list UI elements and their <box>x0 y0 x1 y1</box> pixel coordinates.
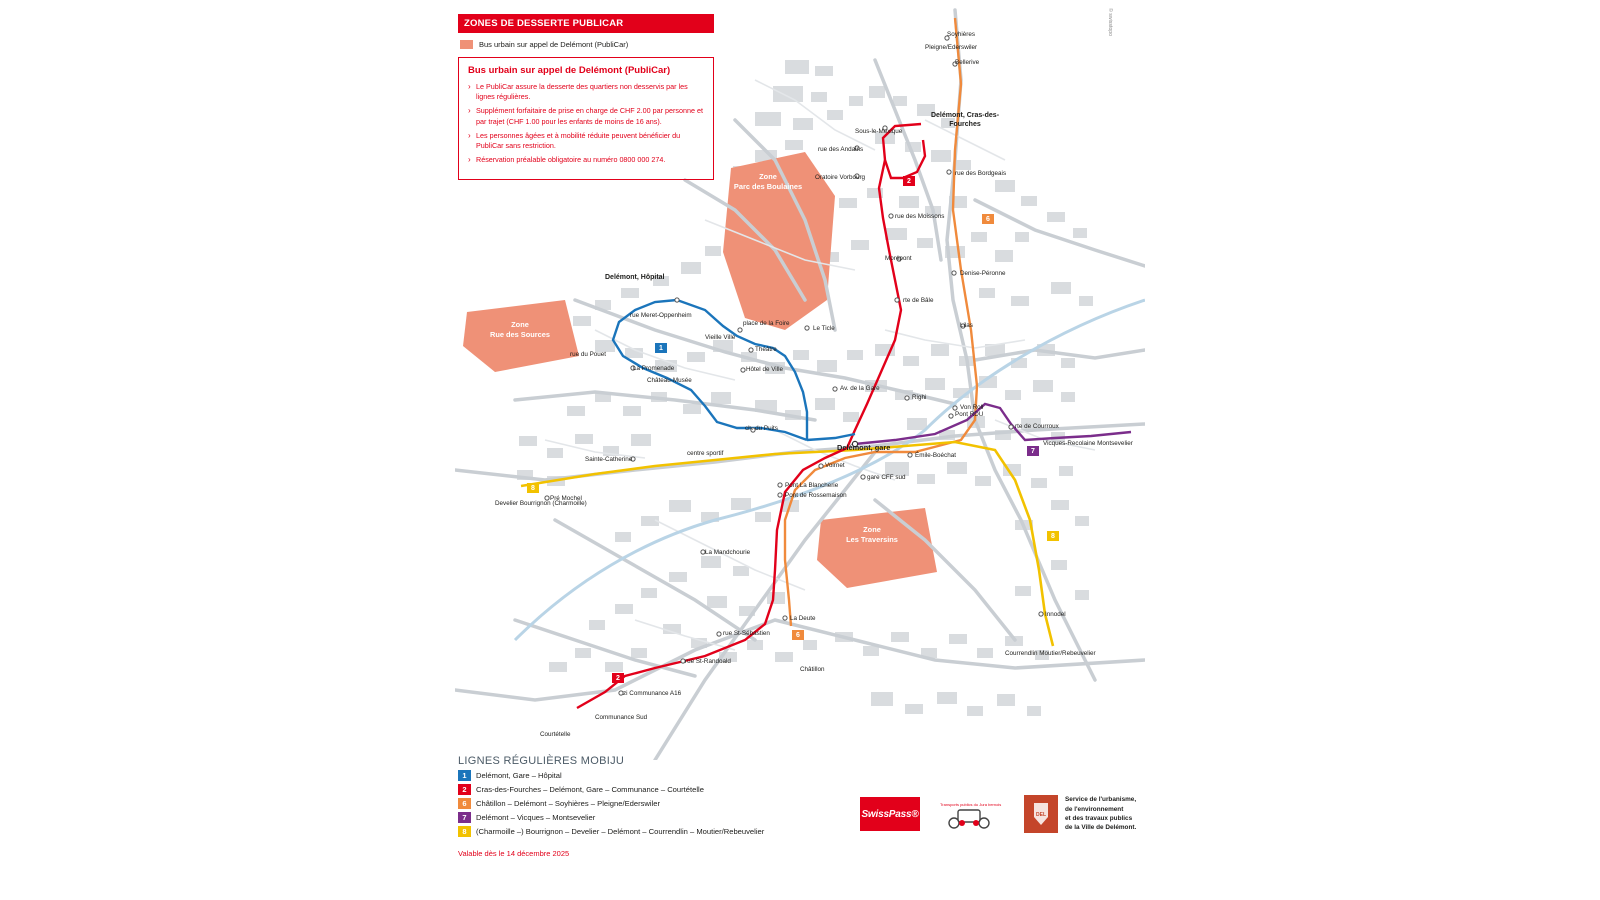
map-stop-label: Le Ticle <box>813 325 835 332</box>
validity-note: Valable dès le 14 décembre 2025 <box>458 849 570 858</box>
zone-label-rue-des-sources <box>475 320 565 339</box>
map-stop-label: Château-Musée <box>647 377 692 384</box>
map-stop-label: Communance Sud <box>595 714 648 721</box>
map-stop-label: rue St-Randoald <box>685 658 731 665</box>
map-stop-label: Soyhières <box>947 31 976 38</box>
line-number-badge: 6 <box>458 798 471 809</box>
map-line-badge[interactable]: 8 <box>527 483 539 493</box>
map-stop-label: Innodel <box>1045 611 1066 618</box>
line-description: Cras-des-Fourches – Delémont, Gare – Communance – Courtételle <box>476 785 704 794</box>
map-line-badge[interactable]: 2 <box>903 176 915 186</box>
stop-name: Delémont, gare <box>837 443 891 452</box>
map-stop-label: Denise-Péronne <box>960 270 1006 277</box>
map-stop-label: rte de Bâle <box>903 297 934 304</box>
publicar-zone-swatch <box>460 40 473 49</box>
map-line-badge[interactable]: 1 <box>655 343 667 353</box>
map-stop-label: rue des Andains <box>818 146 864 153</box>
urbanisme-text <box>1065 795 1136 832</box>
info-bullet: › Le PubliCar assure la desserte des quartiers non desservis par les lignes régulières. <box>468 82 704 102</box>
map-stop-label: Von Roll <box>960 404 984 411</box>
map-stop-label: Oratoire Vorbourg <box>815 174 866 181</box>
map-stop-label: Pont RDU <box>955 411 984 418</box>
line-description: Châtillon – Delémont – Soyhières – Pleigne/Ederswiler <box>476 799 661 808</box>
map-stop-label: Courtételle <box>540 731 571 738</box>
legend-key <box>458 40 714 49</box>
zone-label-line1: Zone <box>759 172 777 181</box>
map-stop-label: rte de Courroux <box>1015 423 1059 430</box>
zone-label-line2: Rue des Sources <box>490 329 550 339</box>
svg-text:DEL: DEL <box>1036 812 1046 818</box>
map-stop-label: zi Communance A16 <box>623 690 682 697</box>
map-stop-label: Righi <box>912 394 927 401</box>
map-stop-label: Châtillon <box>800 666 825 673</box>
line-description: Delémont – Vicques – Montsevelier <box>476 813 596 822</box>
zone-label-line1: Zone <box>863 525 881 534</box>
lines-legend-title: LIGNES RÉGULIÈRES MOBIJU <box>458 755 625 767</box>
map-stop-label: Sainte-Catherine <box>585 456 633 463</box>
map-stop-label: Courrendlin Moutier/Rebeuvelier <box>1005 650 1096 657</box>
line-legend-row[interactable] <box>458 770 1018 781</box>
zone-label-parc-des-boulaines <box>723 172 813 191</box>
map-stop-label: rue Meret-Oppenheim <box>630 312 692 319</box>
map-major-stop-label <box>837 443 890 452</box>
zone-label-line2: Les Traversins <box>846 534 898 544</box>
map-line-badge[interactable]: 2 <box>612 673 624 683</box>
map-stop-label: Émile-Boéchat <box>915 452 956 459</box>
line-number-badge: 8 <box>458 826 471 837</box>
publicar-info-panel <box>458 57 714 180</box>
stop-name: Delémont, Hôpital <box>605 274 665 281</box>
swisspass-logo: SwissPass® <box>860 797 920 831</box>
zone-label-line2: Parc des Boulaines <box>733 181 803 191</box>
map-line-badge[interactable]: 7 <box>1027 446 1039 456</box>
map-major-stop-label <box>605 274 665 281</box>
line-number-badge: 2 <box>458 784 471 795</box>
map-stop-label: place de la Foire <box>743 320 790 327</box>
map-stop-label: La Promenade <box>633 365 675 372</box>
line-legend-row[interactable] <box>458 784 1018 795</box>
legend-key-label: Bus urbain sur appel de Delémont (PubliCar) <box>479 40 629 49</box>
map-stop-label: Pont de Rossemaison <box>785 492 847 499</box>
map-stop-label: rue des Moissons <box>895 213 945 220</box>
map-line-badge[interactable]: 8 <box>1047 531 1059 541</box>
delemont-shield-icon <box>1024 795 1058 833</box>
zone-label-line1: Zone <box>511 320 529 329</box>
zone-label-les-traversins <box>827 525 917 544</box>
legend-title: ZONES DE DESSERTE PUBLICAR <box>458 14 714 33</box>
map-stop-label: Lilas <box>960 322 973 329</box>
map-stop-label: Pleigne/Ederswiler <box>925 44 978 51</box>
publicar-legend-box <box>458 14 714 180</box>
info-bullet: › Supplément forfaitaire de prise en charge de CHF 2.00 par personne et par trajet (CHF 1.00 pour les enfants de moins de 16 ans). <box>468 106 704 126</box>
map-major-stop-label <box>925 112 1005 130</box>
map-stop-label: rue des Bordgeais <box>955 170 1007 177</box>
map-stop-label: Pré Mochel <box>550 495 582 502</box>
map-line-badge[interactable]: 6 <box>792 630 804 640</box>
line-number-badge: 1 <box>458 770 471 781</box>
map-stop-label: Vieille Ville <box>705 334 736 341</box>
map-stop-label: Develier Bourrignon (Charmoille) <box>495 500 587 507</box>
map-stop-label: Sous-le-Mexique <box>855 128 903 135</box>
map-stop-label: ch. du Puits <box>745 425 778 432</box>
line-number-badge: 7 <box>458 812 471 823</box>
map-stop-label: Théâtre <box>755 346 777 353</box>
logo-bar <box>860 795 1136 833</box>
info-panel-title: Bus urbain sur appel de Delémont (PubliCar) <box>468 65 671 76</box>
urbanisme-line: Service de l'urbanisme, <box>1065 796 1137 804</box>
map-stop-label: Pont La Blancherie <box>785 482 839 489</box>
urbanisme-line: de l'environnement <box>1065 805 1124 813</box>
map-stop-label: Bellerive <box>955 59 980 66</box>
map-stop-label: rue St-Sébastien <box>723 630 770 637</box>
info-bullet-list <box>468 82 704 166</box>
map-line-badge[interactable]: 6 <box>982 214 994 224</box>
line-description: (Charmoille –) Bourrignon – Develier – Delémont – Courrendlin – Moutier/Rebeuvelier <box>476 827 765 836</box>
urbanisme-line: de la Ville de Delémont. <box>1065 824 1137 832</box>
urbanisme-logo <box>1024 795 1136 833</box>
map-stop-label: Vicques-Recolaine Montsevelier <box>1043 440 1133 447</box>
map-stop-label: La Mandchourie <box>705 549 751 556</box>
map-stop-label: Hôtel de Ville <box>746 366 783 373</box>
urbanisme-line: et des travaux publics <box>1065 815 1133 822</box>
line-description: Delémont, Gare – Hôpital <box>476 771 562 780</box>
map-stop-label: La Deute <box>790 615 816 622</box>
map-stop-label: gare CFF sud <box>867 474 906 481</box>
mobiju-logo <box>938 797 1006 831</box>
swisstopo-credit: © swisstopo <box>1107 8 1113 37</box>
map-stop-label: Av. de la Gare <box>840 385 880 392</box>
map-stop-label: rue du Pouet <box>570 351 607 358</box>
info-bullet: › Réservation préalable obligatoire au numéro 0800 000 274. <box>468 155 704 165</box>
map-stop-label: Voirnet <box>825 462 845 469</box>
stop-name: Delémont, Cras-des-Fourches <box>930 112 1000 128</box>
map-stop-label: Morépont <box>885 255 912 262</box>
info-bullet: › Les personnes âgées et à mobilité réduite peuvent bénéficier du PubliCar sans restriction. <box>468 131 704 151</box>
map-stop-label: centre sportif <box>687 450 724 457</box>
svg-text:Transports publics du Jura ber: Transports publics du Jura bernois <box>940 802 1002 807</box>
